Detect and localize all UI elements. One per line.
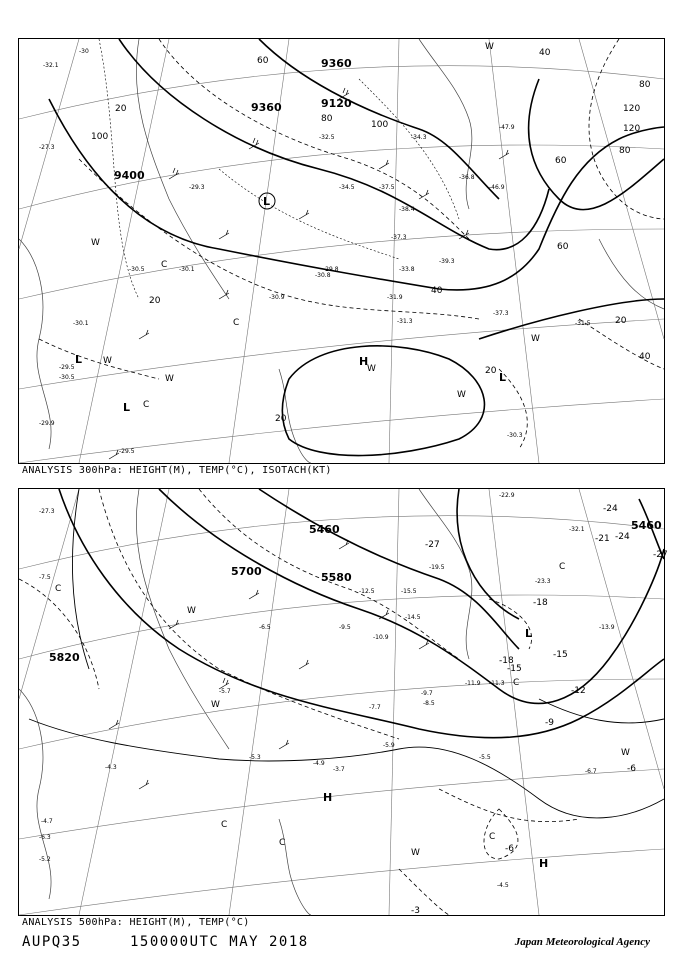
warm-mark: W: [531, 334, 540, 344]
height-label: 9400: [114, 169, 145, 182]
low-pressure-center: L: [525, 627, 533, 640]
isotach-label: 80: [619, 146, 631, 156]
high-pressure-center: H: [359, 355, 369, 368]
low-pressure-center: L: [499, 371, 507, 384]
isotach-label: 20: [615, 316, 627, 326]
isotach-label: 40: [539, 48, 551, 58]
temp-value: -4.5: [497, 882, 509, 889]
warm-mark: W: [485, 42, 494, 52]
warm-mark: W: [367, 364, 376, 374]
temp-value: -6.3: [39, 834, 51, 841]
height-label: 9120: [321, 97, 352, 110]
cold-mark: C: [489, 832, 496, 842]
temp-value: -5.7: [219, 688, 231, 695]
temp-value: -37.5: [379, 184, 395, 191]
high-pressure-center: H: [323, 791, 333, 804]
height-label: 5700: [231, 565, 262, 578]
agency-name: Japan Meteorological Agency: [514, 936, 650, 948]
temp-value: -38.4: [399, 206, 415, 213]
temp-value: -37.3: [493, 310, 509, 317]
temp-value: -29.5: [119, 448, 135, 455]
temp-value: -6.7: [585, 768, 597, 775]
isotherm-solid: [29, 489, 664, 818]
warm-mark: W: [621, 748, 630, 758]
isotherm-label: -27: [425, 540, 440, 550]
high-pressure-center: H: [539, 857, 549, 870]
isotherm-label: -9: [545, 718, 554, 728]
temp-value: -7.7: [369, 704, 381, 711]
temp-value: -30: [79, 48, 89, 55]
cold-mark: C: [279, 838, 286, 848]
isotach-label: 80: [639, 80, 651, 90]
height-label: 5820: [49, 651, 80, 664]
temp-value: -29.3: [189, 184, 205, 191]
map-panel-300hpa: [18, 38, 665, 464]
temp-value: -33.8: [399, 266, 415, 273]
height-label: 5460: [309, 523, 340, 536]
temp-value: -3.7: [333, 766, 345, 773]
temp-value: -37.3: [391, 234, 407, 241]
isotach-label: 60: [257, 56, 269, 66]
temp-value: -5.2: [39, 856, 51, 863]
temp-value: -11.9: [465, 680, 481, 687]
temp-value: -8.5: [423, 700, 435, 707]
temp-value: -4.7: [41, 818, 53, 825]
warm-mark: W: [457, 390, 466, 400]
temp-value: -9.7: [421, 690, 433, 697]
warm-cold-marks: [91, 42, 540, 410]
isotherm-label: -24: [603, 504, 618, 514]
isotach-label: 40: [639, 352, 651, 362]
cold-mark: C: [55, 584, 62, 594]
cold-mark: C: [161, 260, 168, 270]
temp-value: -13.9: [599, 624, 615, 631]
temp-value: -30.5: [129, 266, 145, 273]
isotach-label: 40: [431, 286, 443, 296]
temp-value: -22.9: [499, 492, 515, 499]
temp-value: -32.5: [319, 134, 335, 141]
temp-value: -30.1: [73, 320, 89, 327]
temp-value: -27.3: [39, 508, 55, 515]
height-label: 9360: [321, 57, 352, 70]
temp-value: -47.9: [499, 124, 515, 131]
isotach-label: 100: [91, 132, 109, 142]
isotach-label: 20: [149, 296, 161, 306]
chart-500hpa: [19, 489, 668, 916]
temp-value: -39.3: [439, 258, 455, 265]
isotherm-label: -21: [595, 534, 610, 544]
map-panel-500hpa: [18, 488, 668, 916]
warm-mark: W: [91, 238, 100, 248]
graticule: [19, 489, 664, 915]
temp-value: -29.9: [39, 420, 55, 427]
low-pressure-center: L: [263, 195, 271, 208]
temp-value: -5.5: [479, 754, 491, 761]
isotherm-label: -18: [533, 598, 548, 608]
isotach-label: 60: [555, 156, 567, 166]
temp-value: -10.9: [373, 634, 389, 641]
temp-value: -27.3: [39, 144, 55, 151]
cold-mark: C: [233, 318, 240, 328]
warm-mark: W: [187, 606, 196, 616]
temp-value: -30.1: [179, 266, 195, 273]
temp-value: -46.9: [489, 184, 505, 191]
cold-mark: C: [559, 562, 566, 572]
temp-value: -23.3: [535, 578, 551, 585]
isotherm-label: -27: [653, 550, 668, 560]
isotach-label: 20: [115, 104, 127, 114]
warm-mark: W: [211, 700, 220, 710]
isotach-label: 20: [275, 414, 287, 424]
temp-value: -4.3: [105, 764, 117, 771]
cold-mark: C: [143, 400, 150, 410]
isotherm-label: -12: [571, 686, 586, 696]
temp-value: -4.9: [313, 760, 325, 767]
coastline: [19, 489, 472, 915]
wind-barbs: [109, 88, 509, 459]
height-contours: [49, 39, 664, 456]
temp-value: -31.9: [387, 294, 403, 301]
isotherm-label: -6: [505, 844, 514, 854]
wind-barbs: [109, 540, 429, 789]
temp-value: -31.5: [575, 320, 591, 327]
height-label: 5580: [321, 571, 352, 584]
cold-mark: C: [513, 678, 520, 688]
temp-value: -29.5: [59, 364, 75, 371]
temp-value: -34.5: [339, 184, 355, 191]
isotach-label: 20: [485, 366, 497, 376]
height-label: 5460: [631, 519, 662, 532]
temp-value: -6.5: [259, 624, 271, 631]
temp-value: -7.5: [39, 574, 51, 581]
chart-300hpa: [19, 39, 664, 463]
temp-value: -9.5: [339, 624, 351, 631]
isotherm-label: -3: [411, 906, 420, 916]
temp-value: -34.3: [411, 134, 427, 141]
isotach-label: 120: [623, 104, 641, 114]
panel-caption-500hpa: ANALYSIS 500hPa: HEIGHT(M), TEMP(°C): [22, 917, 250, 928]
temp-value: -15.5: [401, 588, 417, 595]
low-pressure-center: L: [75, 353, 83, 366]
isotherm-label: -18: [499, 656, 514, 666]
temp-value: -5.3: [249, 754, 261, 761]
low-pressure-center: L: [123, 401, 131, 414]
temp-value: -32.1: [43, 62, 59, 69]
isotach-label: 120: [623, 124, 641, 134]
height-label: 9360: [251, 101, 282, 114]
cold-mark: C: [221, 820, 228, 830]
temp-value: -29.8: [323, 266, 339, 273]
isotherm-label: -15: [553, 650, 568, 660]
isotherm-labels: [411, 504, 668, 916]
temp-value: -14.5: [405, 614, 421, 621]
isotach-label: 80: [321, 114, 333, 124]
temp-value: -12.5: [359, 588, 375, 595]
warm-mark: W: [411, 848, 420, 858]
warm-mark: W: [103, 356, 112, 366]
temp-value: -5.9: [383, 742, 395, 749]
temp-value: -30.9: [269, 294, 285, 301]
isotherm-contours: [19, 489, 579, 915]
temperature-values: [39, 492, 615, 889]
temp-value: -30.5: [59, 374, 75, 381]
temp-value: -31.3: [397, 318, 413, 325]
temp-value: -11.3: [489, 680, 505, 687]
product-code: AUPQ35: [22, 934, 82, 950]
isotherm-label: -15: [507, 664, 522, 674]
isotherm-label: -24: [615, 532, 630, 542]
temp-value: -30.8: [315, 272, 331, 279]
isotherm-label: -6: [627, 764, 636, 774]
valid-time: 150000UTC MAY 2018: [130, 934, 309, 950]
warm-mark: W: [165, 374, 174, 384]
temp-value: -32.1: [569, 526, 585, 533]
temp-value: -30.3: [507, 432, 523, 439]
isotach-label: 60: [557, 242, 569, 252]
panel-caption-300hpa: ANALYSIS 300hPa: HEIGHT(M), TEMP(°C), ISOTACH(KT): [22, 465, 332, 476]
isotach-label: 100: [371, 120, 389, 130]
temp-value: -36.8: [459, 174, 475, 181]
temp-value: -19.5: [429, 564, 445, 571]
